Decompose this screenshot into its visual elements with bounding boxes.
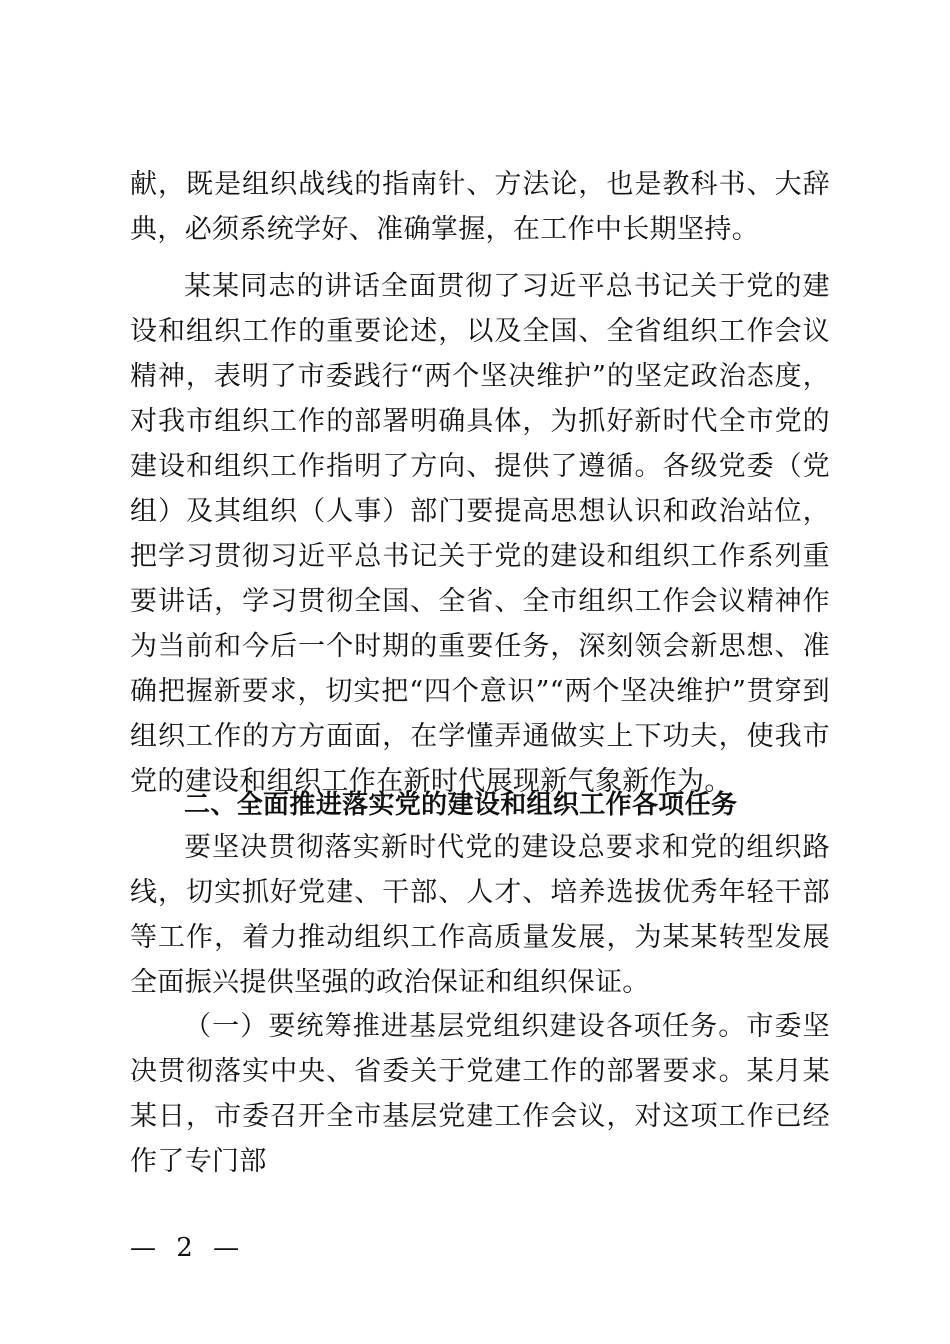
paragraph-speech-summary: 某某同志的讲话全面贯彻了习近平总书记关于党的建设和组织工作的重要论述，以及全国、全省组织工作会议精神，表明了市委践行“两个坚决维护”的坚定政治态度，对我市组织工作的部署明确具体，为抓好新时代全市党的建设和组织工作指明了方向、提供了遵循。各级党委（党组）及其组织（人事）部门要提高思想认识和政治站位，把学习贯彻习近平总书记关于党的建设和组织工作系列重要讲话，学习贯彻全国、全省、全市组织工作会议精神作为当前和今后一个时期的重要任务，深刻领会新思想、准确把握新要求，切实把“四个意识”“两个坚决维护”贯穿到组织工作的方方面面，在学懂弄通做实上下功夫，使我市党的建设和组织工作在新时代展现新气象新作为。: [130, 271, 830, 797]
paragraph-section-intro: 要坚决贯彻落实新时代党的建设总要求和党的组织路线，切实抓好党建、干部、人才、培养选拔优秀年轻干部等工作，着力推动组织工作高质量发展，为某某转型发展全面振兴提供坚强的政治保证和组织保证。: [130, 832, 830, 998]
page-number: — 2 —: [130, 1233, 246, 1263]
paragraph-continuation: 献，既是组织战线的指南针、方法论，也是教科书、大辞典，必须系统学好、准确掌握，在工作中长期坚持。: [130, 169, 830, 245]
section-heading-2: 二、全面推进落实党的建设和组织工作各项任务: [184, 790, 738, 820]
paragraph-subsection-1: （一）要统筹推进基层党组织建设各项任务。市委坚决贯彻落实中央、省委关于党建工作的部署要求。某月某某日，市委召开全市基层党建工作会议，对这项工作已经作了专门部: [130, 1011, 830, 1177]
